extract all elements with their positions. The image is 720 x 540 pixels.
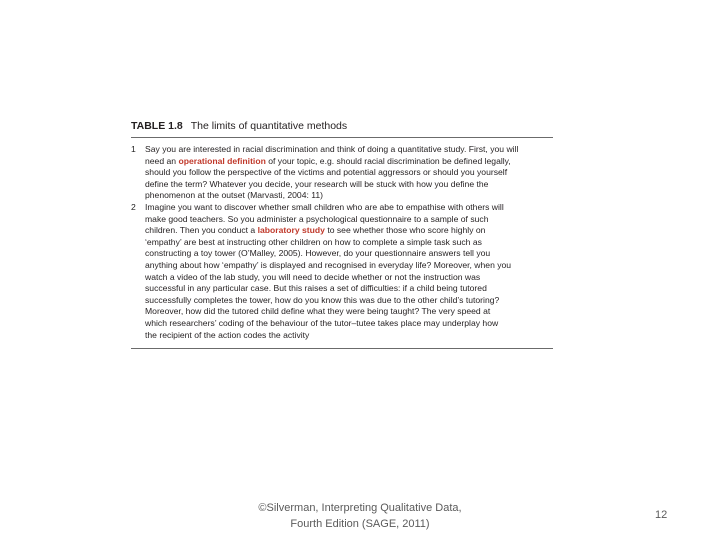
table-number: TABLE 1.8 bbox=[131, 120, 183, 132]
row-text-fragment: of your topic, e.g. should racial discrimination be defined legally, bbox=[265, 155, 511, 166]
key-term-laboratory-study: laboratory study bbox=[257, 225, 325, 236]
row-text-line bbox=[145, 156, 553, 168]
row-text-fragment: to see whether those who score highly on bbox=[324, 225, 486, 236]
table-figure bbox=[131, 119, 553, 349]
row-text-line: should you follow the perspective of the victims and potential aggressors or should you yourself bbox=[145, 167, 508, 178]
row-text-line: watch a video of the lab study, you will need to decide whether or not the instruction was bbox=[145, 271, 481, 282]
table-top-rule bbox=[131, 137, 553, 138]
table-row bbox=[131, 202, 553, 341]
page-number: 12 bbox=[655, 509, 668, 521]
footer-citation bbox=[200, 500, 520, 532]
row-text-line: Imagine you want to discover whether small children who are abe to empathise with others will bbox=[145, 201, 504, 212]
row-text-line: define the term? Whatever you decide, your research will be stuck with how you define the bbox=[145, 178, 489, 189]
row-text-line: Say you are interested in racial discrimination and think of doing a quantitative study. First, you will bbox=[145, 144, 519, 154]
row-text-line: anything about how ‘empathy’ is displayed and recognised in everyday life? Moreover, when you bbox=[145, 259, 512, 270]
row-text-line: constructing a toy tower (O’Malley, 2005). However, do your questionnaire answers tell you bbox=[145, 248, 491, 259]
row-text-line: Moreover, how did the tutored child define what they were being taught? The very speed at bbox=[145, 306, 491, 317]
row-text-fragment: children. Then you conduct a bbox=[145, 225, 258, 236]
row-number: 2 bbox=[131, 201, 136, 212]
row-text-line: the recipient of the action codes the activity bbox=[145, 329, 310, 340]
citation-line: ©Silverman, Interpreting Qualitative Data, bbox=[258, 502, 462, 514]
key-term-operational-definition: operational definition bbox=[178, 155, 266, 166]
table-row bbox=[131, 144, 553, 202]
table-caption bbox=[131, 119, 553, 133]
row-text-fragment: need an bbox=[145, 155, 179, 166]
citation-line: Fourth Edition (SAGE, 2011) bbox=[290, 518, 430, 530]
row-text-line: successfully completes the tower, how do you know this was due to the other child’s tutoring? bbox=[145, 294, 500, 305]
row-text-line bbox=[145, 225, 553, 237]
row-number: 1 bbox=[131, 144, 136, 154]
row-text-line: make good teachers. So you administer a psychological questionnaire to a sample of such bbox=[145, 213, 489, 224]
row-text-line: successful in any particular case. But this raises a set of difficulties: if a child being tutored bbox=[145, 283, 487, 294]
table-bottom-rule bbox=[131, 348, 553, 349]
table-title: The limits of quantitative methods bbox=[190, 120, 348, 132]
row-text-line: phenomenon at the outset (Marvasti, 2004: 11) bbox=[145, 190, 324, 201]
table-rows bbox=[131, 144, 553, 341]
row-text-line: which researchers’ coding of the behaviour of the tutor–tutee takes place may underplay how bbox=[145, 317, 499, 328]
row-text-line: ‘empathy’ are best at instructing other children on how to complete a simple task such as bbox=[145, 236, 482, 247]
